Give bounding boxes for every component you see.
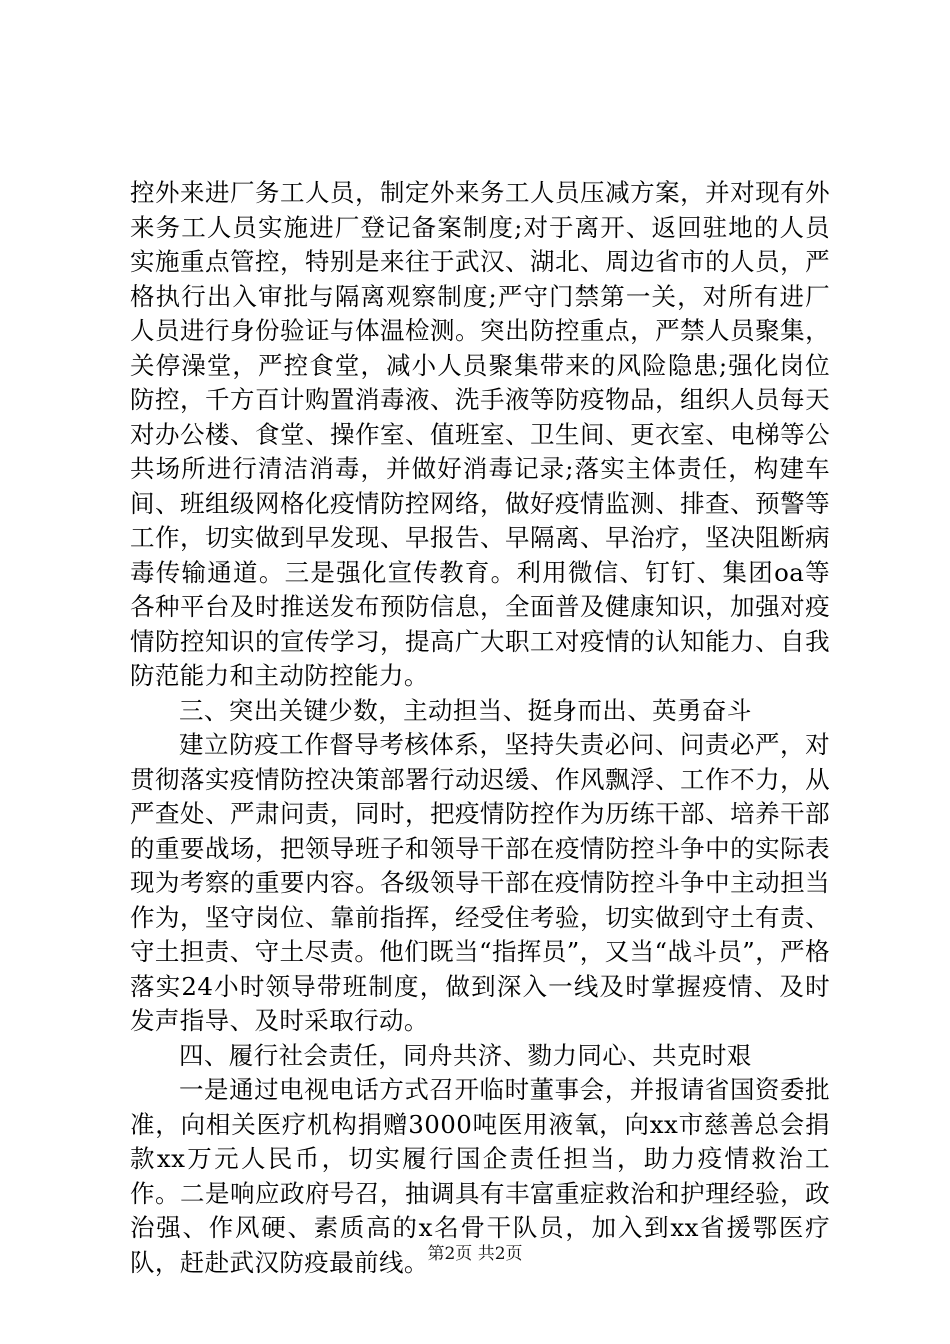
page-number-label: 第2页 共2页 <box>427 1244 523 1264</box>
page-footer <box>0 1244 950 1264</box>
paragraph-continuation: 控外来进厂务工人员，制定外来务工人员压减方案，并对现有外来务工人员实施进厂登记备案制度;对于离开、返回驻地的人员实施重点管控，特别是来往于武汉、湖北、周边省市的人员，严格执行出入审批与隔离观察制度;严守门禁第一关，对所有进厂人员进行身份验证与体温检测。突出防控重点，严禁人员聚集，关停澡堂，严控食堂，减小人员聚集带来的风险隐患;强化岗位防控，千方百计购置消毒液、洗手液等防疫物品，组织人员每天对办公楼、食堂、操作室、值班室、卫生间、更衣室、电梯等公共场所进行清洁消毒，并做好消毒记录;落实主体责任，构建车间、班组级网格化疫情防控网络，做好疫情监测、排查、预警等工作，切实做到早发现、早报告、早隔离、早治疗，坚决阻断病毒传输通道。三是强化宣传教育。利用微信、钉钉、集团oa等各种平台及时推送发布预防信息，全面普及健康知识，加强对疫情防控知识的宣传学习，提高广大职工对疫情的认知能力、自我防范能力和主动防控能力。 <box>130 178 830 690</box>
paragraph-section-4: 一是通过电视电话方式召开临时董事会，并报请省国资委批准，向相关医疗机构捐赠3000吨医用液氧，向xx市慈善总会捐款xx万元人民币，切实履行国企责任担当，助力疫情救治工作。二是响应政府号召，抽调具有丰富重症救治和护理经验，政治强、作风硬、素质高的x名骨干队员，加入到xx省援鄂医疗队，赶赴武汉防疫最前线。 <box>130 1075 830 1277</box>
paragraph-section-3: 建立防疫工作督导考核体系，坚持失责必问、问责必严，对贯彻落实疫情防控决策部署行动迟缓、作风飘浮、工作不力，从严查处、严肃问责，同时，把疫情防控作为历练干部、培养干部的重要战场，把领导班子和领导干部在疫情防控斗争中的实际表现为考察的重要内容。各级领导干部在疫情防控斗争中主动担当作为，坚守岗位、靠前指挥，经受住考验，切实做到守土有责、守土担责、守土尽责。他们既当“指挥员”，又当“战斗员”，严格落实24小时领导带班制度，做到深入一线及时掌握疫情、及时发声指导、及时采取行动。 <box>130 730 830 1035</box>
section-heading-3: 三、突出关键少数，主动担当、挺身而出、英勇奋斗 <box>179 695 752 725</box>
document-body <box>130 176 830 1280</box>
section-heading-4: 四、履行社会责任，同舟共济、勠力同心、共克时艰 <box>179 1040 752 1070</box>
